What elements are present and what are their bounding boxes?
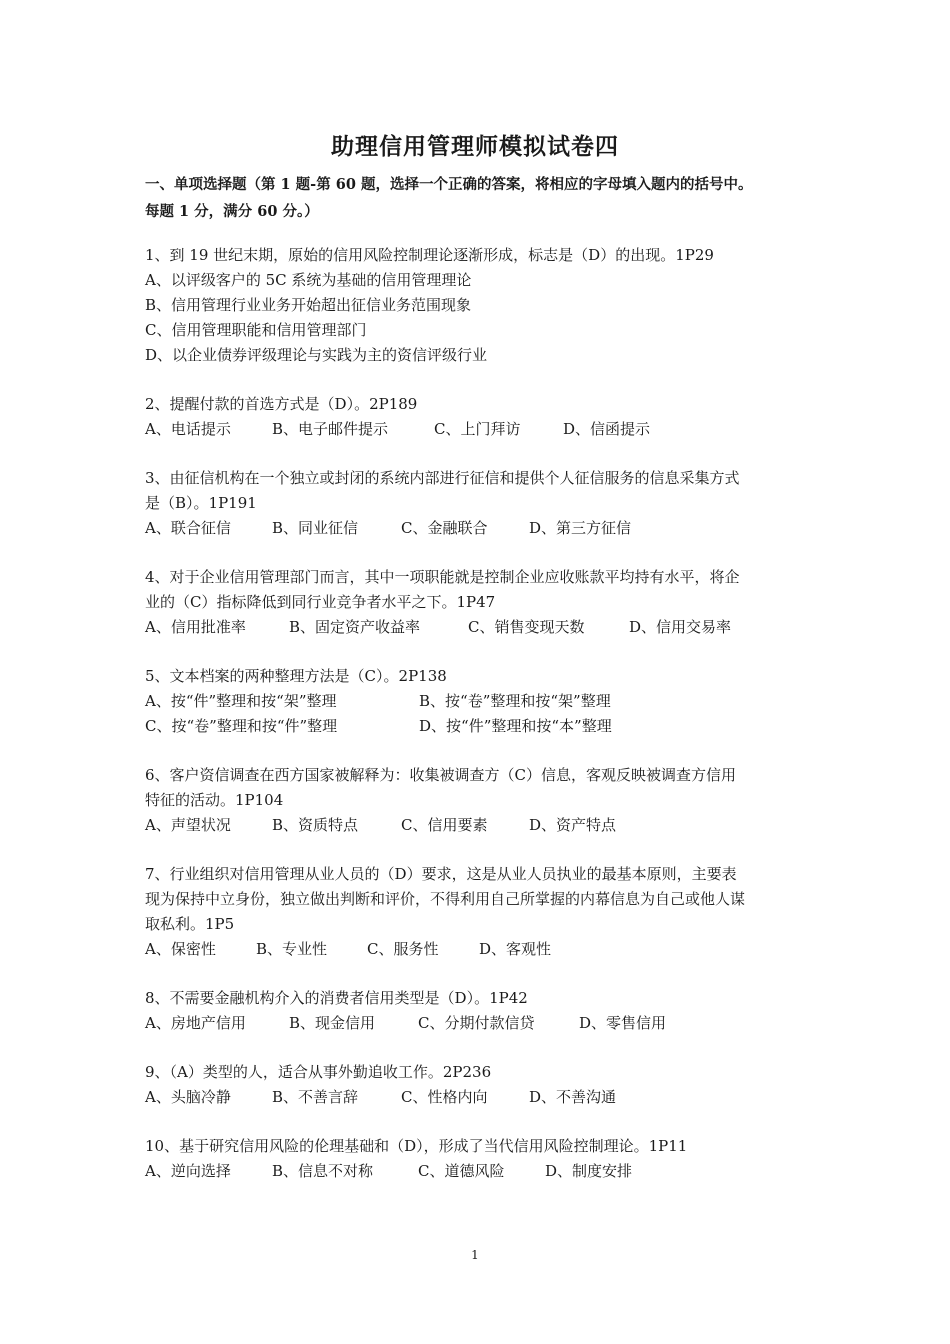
question-6-option-c: C、信用要素 [401, 816, 488, 834]
question-9-option-b: B、不善言辞 [272, 1088, 359, 1106]
question-6-option-a: A、声望状况 [145, 816, 231, 834]
section-heading-line-2: 每题 1 分，满分 60 分。） [145, 203, 319, 220]
question-3-stem-line-1: 3、由征信机构在一个独立或封闭的系统内部进行征信和提供个人征信服务的信息采集方式 [145, 469, 740, 487]
question-7-option-c: C、服务性 [367, 940, 439, 958]
question-2-option-a: A、电话提示 [145, 420, 231, 438]
question-6-stem-line-2: 特征的活动。1P104 [145, 791, 284, 809]
question-9-option-c: C、性格内向 [401, 1088, 488, 1106]
question-9-option-d: D、不善沟通 [529, 1088, 617, 1106]
question-1-option-d: D、以企业债券评级理论与实践为主的资信评级行业 [145, 346, 488, 364]
page-number: 1 [471, 1248, 479, 1262]
question-2-option-c: C、上门拜访 [434, 420, 521, 438]
question-6-stem-line-1: 6、客户资信调查在西方国家被解释为：收集被调查方（C）信息，客观反映被调查方信用 [145, 766, 737, 784]
question-8-option-a: A、房地产信用 [145, 1014, 246, 1032]
question-1-option-b: B、信用管理行业业务开始超出征信业务范围现象 [145, 296, 472, 314]
question-8-option-d: D、零售信用 [579, 1014, 667, 1032]
question-4-option-d: D、信用交易率 [629, 618, 732, 636]
question-10-option-b: B、信息不对称 [272, 1162, 374, 1180]
question-5-option-b: B、按“卷”整理和按“架”整理 [419, 692, 611, 710]
question-4-stem-line-1: 4、对于企业信用管理部门而言，其中一项职能就是控制企业应收账款平均持有水平，将企 [145, 568, 740, 586]
question-1-option-c: C、信用管理职能和信用管理部门 [145, 321, 367, 339]
question-7-option-b: B、专业性 [256, 940, 328, 958]
question-8-option-b: B、现金信用 [289, 1014, 376, 1032]
question-3-option-d: D、第三方征信 [529, 519, 632, 537]
question-8-option-c: C、分期付款信贷 [418, 1014, 535, 1032]
question-7-stem-line-2: 现为保持中立身份，独立做出判断和评价，不得利用自己所掌握的内幕信息为自己或他人谋 [145, 890, 746, 908]
question-4-option-b: B、固定资产收益率 [289, 618, 421, 636]
question-5-stem: 5、文本档案的两种整理方法是（C）。2P138 [145, 667, 447, 685]
section-heading [145, 171, 825, 225]
question-3-option-b: B、同业征信 [272, 519, 359, 537]
section-heading-line-1: 一、单项选择题（第 1 题-第 60 题，选择一个正确的答案，将相应的字母填入题内的括号中。 [145, 176, 753, 193]
question-6-option-b: B、资质特点 [272, 816, 359, 834]
question-3-option-a: A、联合征信 [145, 519, 231, 537]
question-3-option-c: C、金融联合 [401, 519, 488, 537]
question-7-option-d: D、客观性 [479, 940, 552, 958]
question-10-stem: 10、基于研究信用风险的伦理基础和（D），形成了当代信用风险控制理论。1P11 [145, 1137, 688, 1155]
question-9-option-a: A、头脑冷静 [145, 1088, 231, 1106]
question-7-stem-line-3: 取私利。1P5 [145, 915, 235, 933]
question-10-option-c: C、道德风险 [418, 1162, 505, 1180]
question-4-option-c: C、销售变现天数 [468, 618, 585, 636]
question-5-option-a: A、按“件”整理和按“架”整理 [145, 692, 337, 710]
question-10-option-d: D、制度安排 [545, 1162, 633, 1180]
question-5-option-c: C、按“卷”整理和按“件”整理 [145, 717, 338, 735]
question-3-stem-line-2: 是（B）。1P191 [145, 494, 257, 512]
question-2-stem: 2、提醒付款的首选方式是（D）。2P189 [145, 395, 418, 413]
question-1-stem: 1、到 19 世纪末期，原始的信用风险控制理论逐渐形成，标志是（D）的出现。1P29 [145, 246, 714, 264]
question-1-option-a: A、以评级客户的 5C 系统为基础的信用管理理论 [145, 271, 472, 289]
question-10-option-a: A、逆向选择 [145, 1162, 231, 1180]
question-5-option-d: D、按“件”整理和按“本”整理 [419, 717, 612, 735]
question-4-stem-line-2: 业的（C）指标降低到同行业竞争者水平之下。1P47 [145, 593, 496, 611]
question-6-option-d: D、资产特点 [529, 816, 617, 834]
question-2-option-d: D、信函提示 [563, 420, 651, 438]
question-7-option-a: A、保密性 [145, 940, 216, 958]
question-2-option-b: B、电子邮件提示 [272, 420, 389, 438]
question-9-stem: 9、（A）类型的人，适合从事外勤追收工作。2P236 [145, 1063, 492, 1081]
page-title: 助理信用管理师模拟试卷四 [331, 133, 619, 160]
question-8-stem: 8、不需要金融机构介入的消费者信用类型是（D）。1P42 [145, 989, 528, 1007]
question-4-option-a: A、信用批准率 [145, 618, 246, 636]
question-7-stem-line-1: 7、行业组织对信用管理从业人员的（D）要求，这是从业人员执业的最基本原则，主要表 [145, 865, 737, 883]
